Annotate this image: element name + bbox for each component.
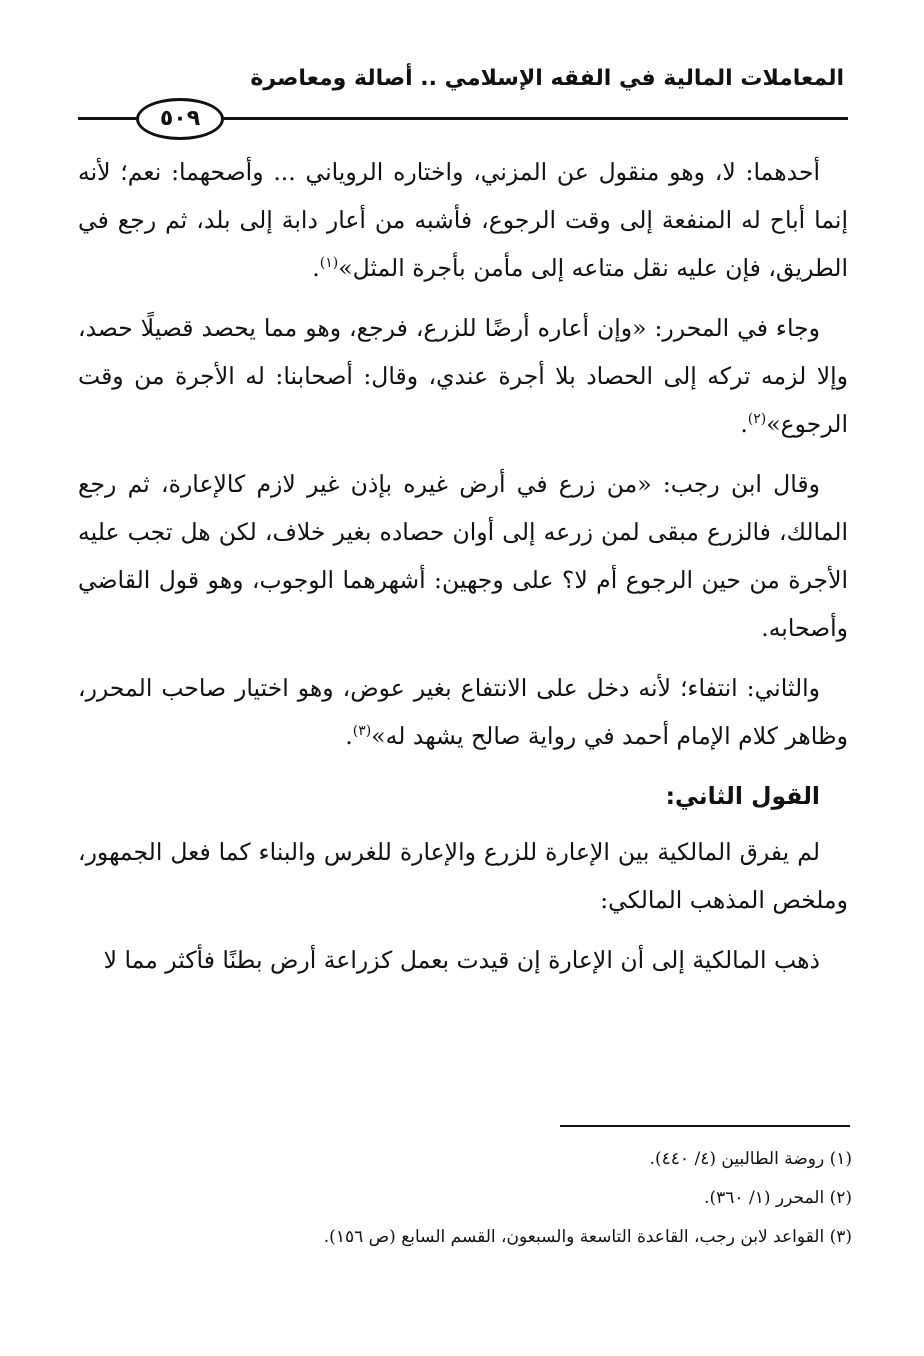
paragraph-2 bbox=[78, 304, 848, 448]
paragraph-text: أحدهما: لا، وهو منقول عن المزني، واختاره الروياني ... وأصحهما: نعم؛ لأنه إنما أباح له المنفعة إلى وقت الرجوع، فأشبه من أعار دابة إلى بلد، ثم رجع في الطريق، فإن عليه نقل متاعه إلى مأمن بأجرة المثل» bbox=[78, 158, 848, 282]
page-number: ٥٠٩ bbox=[136, 98, 224, 140]
running-header-title: المعاملات المالية في الفقه الإسلامي .. أصالة ومعاصرة bbox=[250, 66, 844, 91]
footnote-2: (٢) المحرر (١/ ٣٦٠). bbox=[704, 1188, 852, 1208]
paragraph-5: لم يفرق المالكية بين الإعارة للزرع والإعارة للغرس والبناء كما فعل الجمهور، وملخص المذهب المالكي: bbox=[78, 838, 848, 914]
footnote-reference: (٣) bbox=[352, 723, 372, 740]
paragraph-1 bbox=[78, 148, 848, 292]
paragraph-tail: . bbox=[312, 254, 320, 282]
footnote-reference: (١) bbox=[319, 255, 339, 272]
paragraph-tail: . bbox=[740, 410, 748, 438]
paragraph-3 bbox=[78, 460, 848, 652]
footnote-1: (١) روضة الطالبين (٤/ ٤٤٠). bbox=[649, 1149, 852, 1169]
section-heading: القول الثاني: bbox=[665, 782, 820, 810]
paragraph-text: وجاء في المحرر: «وإن أعاره أرضًا للزرع، فرجع، وهو مما يحصد قصيلًا حصد، وإلا لزمه تركه إلى الحصاد بلا أجرة عندي، وقال: أصحابنا: له الأجرة من وقت الرجوع» bbox=[78, 314, 848, 438]
paragraph-text: والثاني: انتفاء؛ لأنه دخل على الانتفاع بغير عوض، وهو اختيار صاحب المحرر، وظاهر كلام الإمام أحمد في رواية صالح يشهد له» bbox=[78, 674, 848, 750]
paragraph-4 bbox=[78, 664, 848, 760]
footnotes bbox=[72, 1140, 852, 1257]
paragraph-tail: . bbox=[345, 722, 353, 750]
paragraph-text: وقال ابن رجب: «من زرع في أرض غيره بإذن غير لازم كالإعارة، ثم رجع المالك، فالزرع مبقى لمن زرعه إلى أوان حصاده بغير خلاف، لكن هل تجب عليه الأجرة من حين الرجوع أم لا؟ على وجهين: أشهرهما الوجوب، وهو قول القاضي وأصحابه. bbox=[78, 470, 848, 642]
main-text bbox=[78, 148, 848, 996]
footnote-divider bbox=[560, 1125, 850, 1127]
paragraph-6: ذهب المالكية إلى أن الإعارة إن قيدت بعمل كزراعة أرض بطنًا فأكثر مما لا bbox=[103, 946, 820, 974]
footnote-3: (٣) القواعد لابن رجب، القاعدة التاسعة والسبعون، القسم السابع (ص ١٥٦). bbox=[323, 1227, 852, 1247]
footnote-reference: (٢) bbox=[747, 411, 767, 428]
